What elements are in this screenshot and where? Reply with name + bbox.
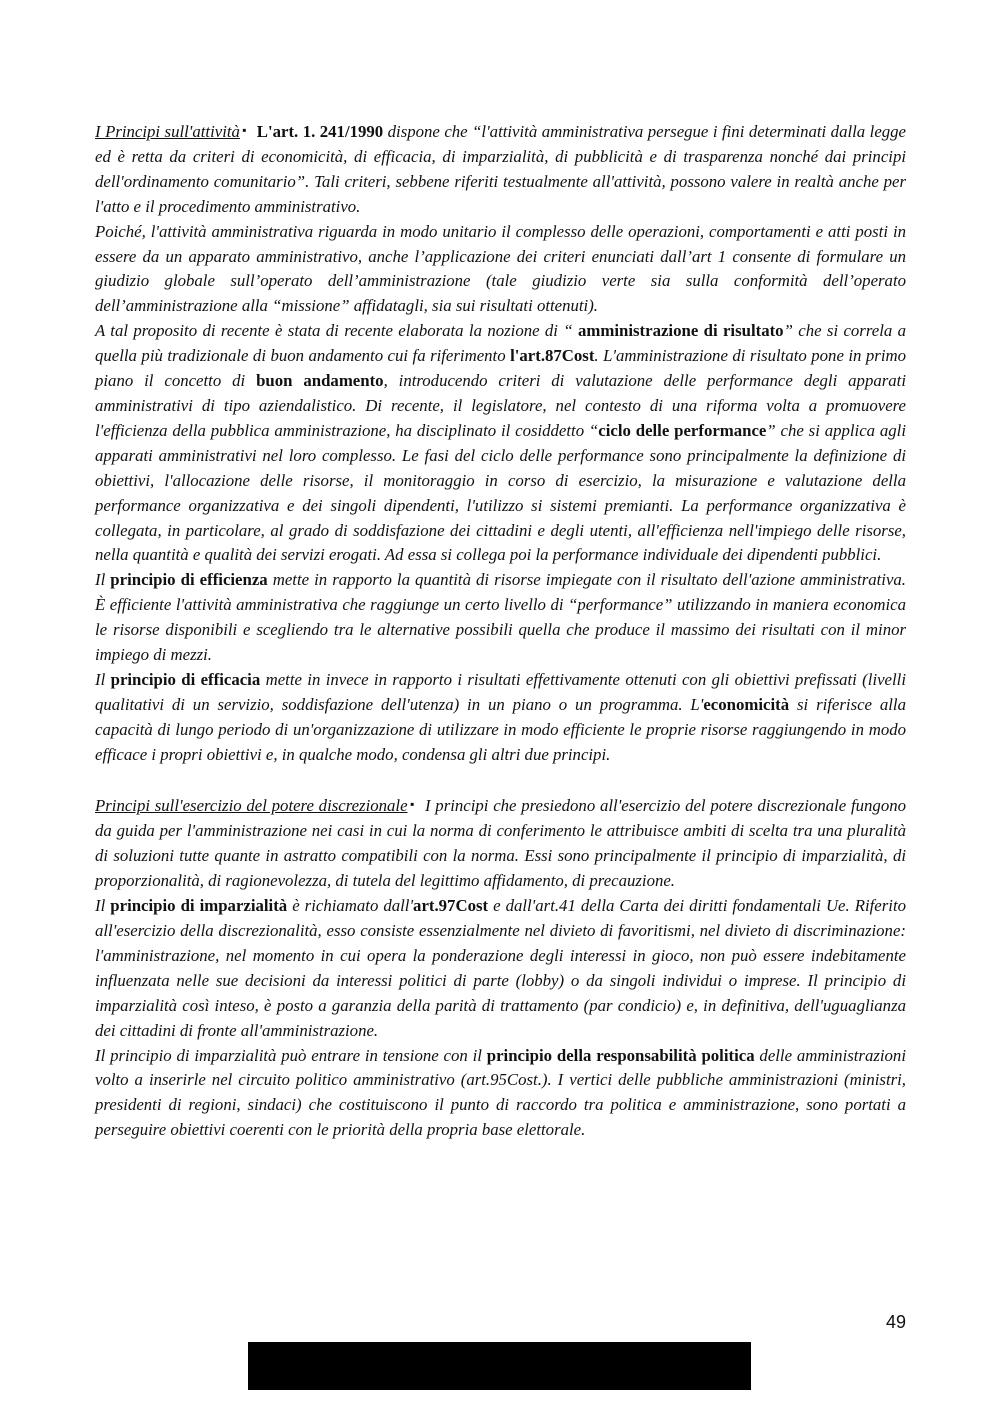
paragraph-text: mette in rapporto la quantità di risorse impiegate con il risultato dell'azione amministrativa. È efficiente l'attività amministrativa che raggiunge un certo livello di “performance” utilizzando in maniera economica le risorse disponibili e scegliendo tra le alternative possibili quella che produce il massimo dei risultati con il minor impiego di mezzi.	[95, 570, 906, 665]
paragraph-text: I principi che presiedono all'esercizio del potere discrezionale fungono da guida per l'amministrazione nei casi in cui la norma di conferimento le attribuisce ambiti di scelta tra una pluralità di soluzioni tutte quante in astratto compatibili con la norma. Essi sono principalmente il principio di imparzialità, di proporzionalità, di ragionevolezza, di tutela del legittimo affidamento, di precauzione.	[95, 796, 906, 891]
document-body	[95, 118, 906, 1143]
paragraph-text: , introducendo criteri di valutazione delle performance degli apparati amministrativi di tipo aziendalistico. Di recente, il legislatore, nel contesto di una riforma volta a promuovere l'efficienza della pubblica amministrazione, ha disciplinato il cosiddetto “	[95, 371, 906, 440]
paragraph-text: ” che si applica agli apparati amministrativi nel loro complesso. Le fasi del ciclo delle performance sono principalmente la definizione di obiettivi, l'allocazione delle risorse, il monitoraggio in corso di esercizio, la misurazione e valutazione della performance organizzativa e dei singoli dipendenti, l'utilizzo si sistemi premianti. La performance organizzativa è collegata, in particolare, al grado di soddisfazione dei cittadini e degli utenti, all'efficienza nell'impiego delle risorse, nella quantità e qualità dei servizi erogati. Ad essa si collega poi la performance individuale dei dipendenti pubblici.	[95, 420, 906, 565]
paragraph-text: . L'amministrazione di risultato pone in primo piano il concetto di	[95, 346, 906, 391]
paragraph-text: Il	[95, 570, 111, 590]
section-heading-principi-attivita: I Principi sull'attività	[95, 122, 240, 141]
bold-term: principio di imparzialità	[110, 896, 288, 916]
bold-term: principio di efficacia	[110, 669, 261, 689]
paragraph-text: delle amministrazioni volto a inserirle nel circuito politico amministrativo (art.95Cost.). I vertici delle pubbliche amministrazioni (ministri, presidenti di regioni, sindaci) che costituiscono il punto di raccordo tra politica e amministrazione, sono portati a perseguire obiettivi coerenti con le priorità della propria base elettorale.	[95, 1045, 906, 1140]
footer-redaction-bar	[248, 1342, 751, 1390]
paragraph-text: è richiamato dall'	[287, 896, 414, 916]
paragraph-imparzialita	[95, 894, 906, 1043]
bold-term: buon andamento	[256, 371, 384, 391]
bold-term: amministrazione di risultato	[578, 321, 784, 341]
paragraph-text: Poiché, l'attività amministrativa riguarda in modo unitario il complesso delle operazioni, comportamenti e atti posti in essere da un apparato amministrativo, anche l’applicazione dei criteri enunciati dall’art 1 consente di formulare un giudizio globale sull’operato dell’amministrazione (tale giudizio verte sia sulla conformità dell’operato dell’amministrazione alla “missione” affidatagli, sia sui risultati ottenuti).	[95, 221, 906, 316]
paragraph-efficienza	[95, 568, 906, 668]
bold-term: ciclo delle performance	[598, 420, 767, 440]
bold-term: L'art. 1. 241/1990	[256, 122, 384, 141]
bold-term: economicità	[703, 694, 790, 714]
paragraph-text: A tal proposito di recente è stata di recente elaborata la nozione di “	[95, 321, 579, 341]
bold-term: principio di efficienza	[110, 570, 268, 590]
paragraph-text: Il	[95, 896, 111, 916]
page-number: 49	[885, 1312, 906, 1332]
bold-term: art.97Cost	[413, 896, 489, 916]
bold-term: principio della responsabilità politica	[486, 1045, 755, 1065]
bullet-icon: ▪	[241, 123, 247, 137]
paragraph-amministrazione-risultato	[95, 319, 906, 568]
paragraph-efficacia	[95, 668, 906, 768]
paragraph-text: si riferisce alla capacità di lungo periodo di un'organizzazione di utilizzare in modo efficiente le proprie risorse raggiungendo in modo efficace i propri obiettivi e, in qualche modo, condensa gli altri due principi.	[95, 694, 906, 764]
paragraph-potere-discrezionale	[95, 792, 906, 894]
paragraph-text: mette in invece in rapporto i risultati effettivamente ottenuti con gli obiettivi prefissati (livelli qualitativi di un servizio, soddisfazione dell'utenza) in un piano o un programma. L'	[95, 669, 906, 714]
paragraph-text: ” che si correla a quella più tradizionale di buon andamento cui fa riferimento	[95, 321, 906, 366]
paragraph-principi-attivita	[95, 118, 906, 220]
paragraph-text: e dall'art.41 della Carta dei diritti fondamentali Ue. Riferito all'esercizio della discrezionalità, esso consiste essenzialmente nel divieto di favoritismi, nel divieto di discriminazione: l'amministrazione, nel momento in cui opera la ponderazione degli interessi in gioco, non può essere indebitamente influenzata nelle sue decisioni da interessi politici di parte (lobby) o da singoli individui o imprese. Il principio di imparzialità così inteso, è posto a garanzia della parità di trattamento (par condicio) e, in definitiva, dell'uguaglianza dei cittadini di fronte all'amministrazione.	[95, 896, 906, 1040]
section-heading-potere-discrezionale: Principi sull'esercizio del potere discrezionale	[95, 796, 408, 816]
paragraph-text: dispone che “l'attività amministrativa persegue i fini determinati dalla legge ed è retta da criteri di economicità, di efficacia, di imparzialità, di pubblicità e di trasparenza nonché dai principi dell'ordinamento comunitario”. Tali criteri, sebbene riferiti testualmente all'attività, possono valere in realtà anche per l'atto e il procedimento amministrativo.	[95, 122, 906, 216]
paragraph-responsabilita-politica	[95, 1044, 906, 1144]
bold-term: l'art.87Cost	[510, 346, 595, 366]
paragraph-text: Il	[95, 669, 111, 689]
paragraph-text: Il principio di imparzialità può entrare in tensione con il	[95, 1045, 487, 1065]
paragraph-spacer	[95, 768, 906, 793]
bullet-icon: ▪	[409, 797, 415, 812]
